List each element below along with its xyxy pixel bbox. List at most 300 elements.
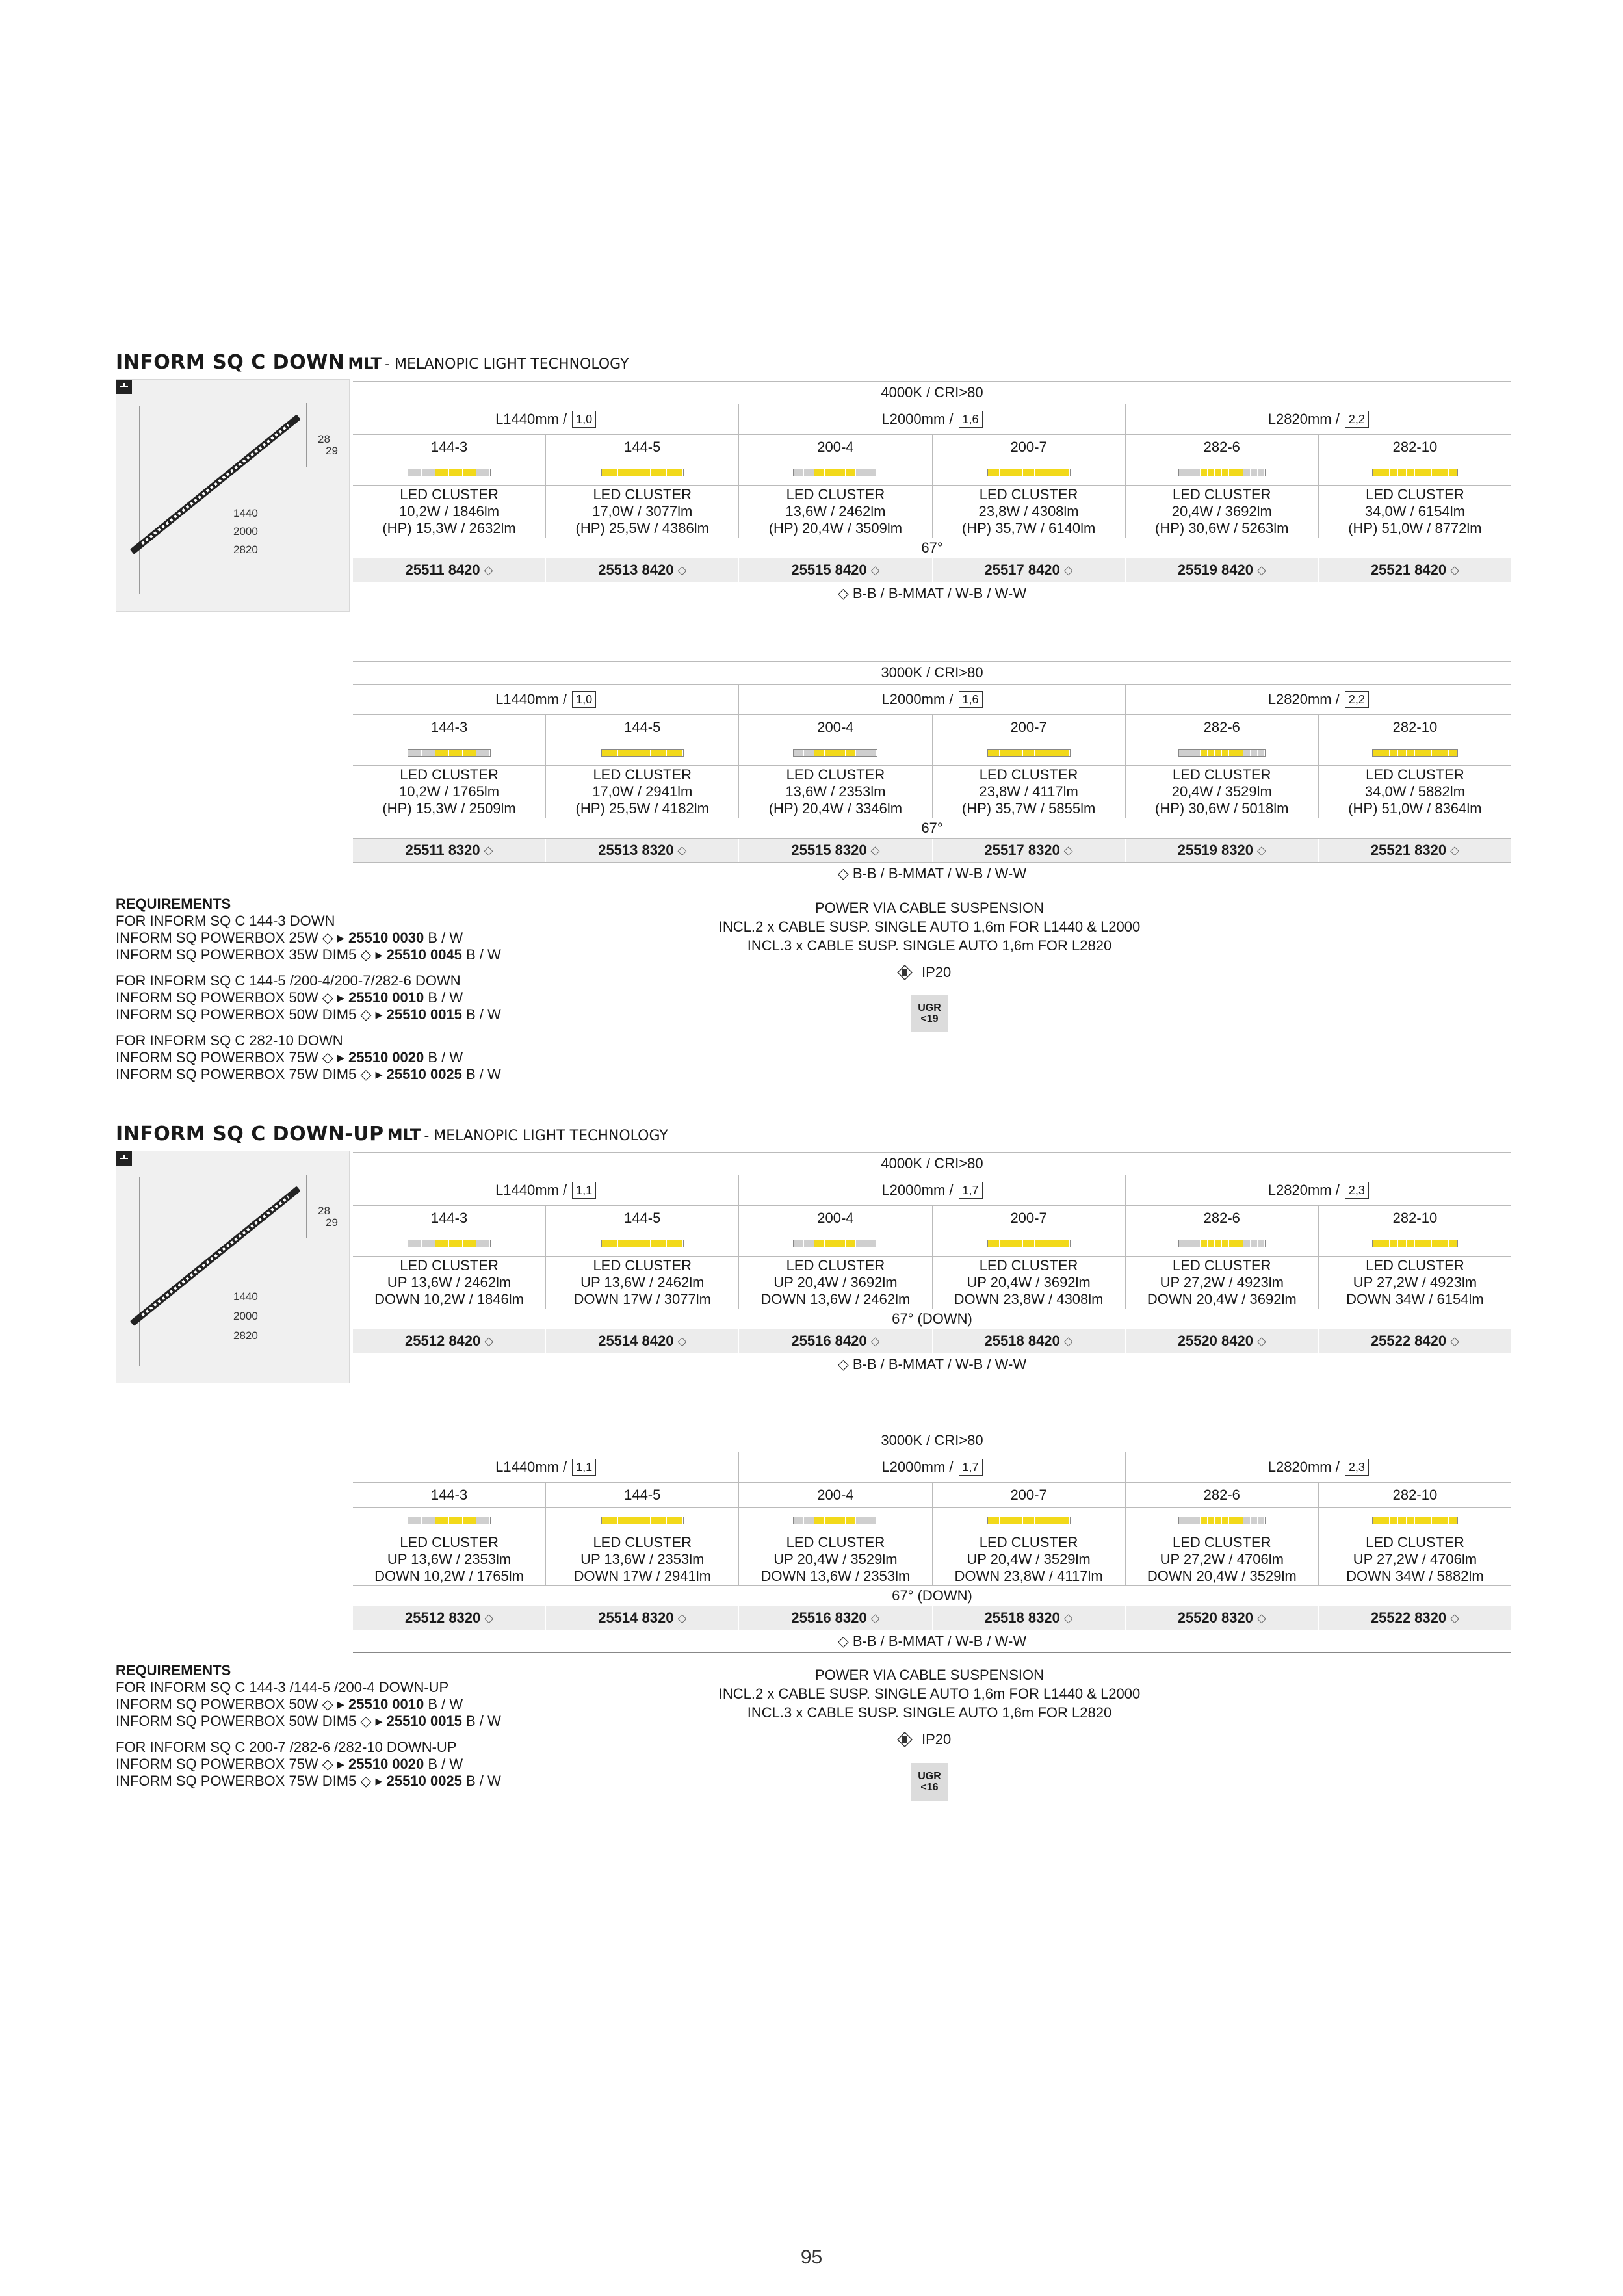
strip-cell (932, 460, 1125, 485)
strips-row (353, 1231, 1511, 1257)
ip-label: IP20 (922, 1731, 952, 1747)
led-segment (1407, 750, 1415, 756)
length-label: L1440mm / (495, 1459, 567, 1475)
led-segment (651, 1240, 667, 1247)
led-segment (1449, 469, 1457, 476)
req-post: B / W (424, 1049, 463, 1065)
ip-icon (897, 1732, 913, 1747)
article-code (1125, 558, 1318, 582)
power-info (624, 898, 1235, 955)
led-segment (1440, 1517, 1449, 1524)
spec-line: DOWN 20,4W / 3692lm (1147, 1291, 1297, 1307)
article-code (353, 1606, 545, 1630)
led-segment (1236, 1240, 1243, 1247)
power-line: POWER VIA CABLE SUSPENSION (814, 1667, 1045, 1683)
diamond-icon: ◇ (1256, 1611, 1266, 1624)
led-segment (1407, 1240, 1415, 1247)
led-segment (1058, 1517, 1070, 1524)
led-segment (1432, 1240, 1440, 1247)
model-cell: 200-4 (738, 1483, 931, 1507)
led-segment (463, 1517, 476, 1524)
codes-row (353, 558, 1511, 582)
req-post: B / W (424, 1696, 463, 1712)
spec-table-3000k (353, 661, 1511, 885)
strips-row (353, 460, 1511, 486)
req-post: B / W (461, 1006, 501, 1023)
lengths-row (353, 685, 1511, 715)
spec-line: 34,0W / 6154lm (1364, 503, 1465, 519)
diamond-icon: ◇ (1063, 843, 1073, 857)
spec-line: LED CLUSTER (1172, 1257, 1271, 1273)
length-label: L2000mm / (881, 691, 954, 707)
spec-cell (738, 1257, 931, 1309)
led-segment (667, 469, 683, 476)
led-segment (1046, 1517, 1058, 1524)
spacer (116, 1023, 501, 1032)
spec-line: 10,2W / 1846lm (399, 503, 500, 519)
strip-cell (932, 1231, 1125, 1256)
led-segment (618, 1240, 634, 1247)
code-text: 25515 8320 (791, 842, 867, 858)
led-segment (1398, 1240, 1407, 1247)
spec-line: LED CLUSTER (593, 1534, 692, 1550)
led-segment (1415, 750, 1423, 756)
led-segment (1222, 750, 1229, 756)
article-code (545, 1606, 738, 1630)
dim-l3: 2820 (233, 543, 258, 556)
spec-line: LED CLUSTER (400, 766, 499, 783)
spec-line: UP 20,4W / 3529lm (773, 1551, 898, 1567)
spec-line: 20,4W / 3529lm (1171, 783, 1272, 800)
spec-cell (353, 1257, 545, 1309)
led-segment (1236, 750, 1243, 756)
spec-cell (1125, 1257, 1318, 1309)
strip-cell (932, 740, 1125, 765)
led-segment (1258, 1517, 1265, 1524)
weight-box: 1,7 (959, 1459, 983, 1476)
led-strip-icon (987, 469, 1071, 476)
model-cell: 282-10 (1318, 435, 1511, 460)
led-segment (1381, 1240, 1390, 1247)
led-segment (1215, 750, 1222, 756)
code-text: 25511 8320 (405, 842, 480, 858)
codes-row (353, 839, 1511, 863)
req-line (116, 946, 501, 963)
req-post: B / W (461, 946, 501, 963)
led-segment (651, 1517, 667, 1524)
led-segment (476, 1517, 490, 1524)
length-cell (353, 404, 738, 434)
beam-angle: 67° (DOWN) (353, 1585, 1511, 1606)
led-segment (825, 1517, 835, 1524)
led-segment (846, 469, 856, 476)
req-code: 25510 0045 (386, 946, 462, 963)
led-segment (1251, 750, 1258, 756)
code-text: 25518 8420 (984, 1333, 1060, 1349)
led-segment (1193, 1517, 1201, 1524)
diamond-icon: ◇ (870, 1334, 880, 1348)
req-post: B / W (424, 930, 463, 946)
model-cell: 200-7 (932, 435, 1125, 460)
req-line (116, 1773, 501, 1790)
spec-cell (932, 1533, 1125, 1585)
led-segment (814, 1517, 825, 1524)
power-line: POWER VIA CABLE SUSPENSION (814, 900, 1045, 916)
spec-cell (932, 766, 1125, 818)
led-segment (1423, 1517, 1432, 1524)
length-label: L2820mm / (1267, 411, 1340, 427)
strip-cell (1318, 460, 1511, 485)
led-strip-icon (987, 1240, 1071, 1247)
led-segment (1229, 469, 1236, 476)
weight-box: 1,0 (572, 411, 596, 428)
code-text: 25522 8320 (1370, 1610, 1447, 1626)
code-text: 25517 8420 (984, 562, 1060, 578)
models-row (353, 1483, 1511, 1508)
led-strip-icon (1372, 749, 1458, 757)
diamond-icon: ◇ (677, 843, 687, 857)
dim-l2: 2000 (233, 525, 258, 538)
section-title (116, 351, 629, 374)
article-code (1125, 1329, 1318, 1353)
req-pre: INFORM SQ POWERBOX 75W ◇ ▸ (116, 1049, 348, 1065)
spec-cell (738, 766, 931, 818)
led-segment (1251, 1517, 1258, 1524)
diamond-icon: ◇ (1063, 563, 1073, 577)
strip-cell (1125, 1231, 1318, 1256)
spec-line: LED CLUSTER (786, 1257, 885, 1273)
code-text: 25514 8420 (598, 1333, 674, 1349)
model-cell: 282-6 (1125, 1483, 1318, 1507)
led-segment (794, 1517, 804, 1524)
led-segment (1415, 1240, 1423, 1247)
diamond-icon: ◇ (484, 563, 493, 577)
led-segment (1201, 1517, 1208, 1524)
weight-box: 1,0 (572, 691, 596, 708)
led-strip-icon (1372, 1240, 1458, 1247)
diamond-icon: ◇ (1450, 563, 1459, 577)
model-cell: 200-4 (738, 715, 931, 740)
code-text: 25519 8420 (1177, 562, 1253, 578)
weight-box: 1,1 (572, 1182, 596, 1199)
product-image (116, 1151, 350, 1383)
led-segment (1058, 1240, 1070, 1247)
led-segment (794, 1240, 804, 1247)
model-cell: 144-3 (430, 439, 468, 455)
led-segment (1243, 1240, 1251, 1247)
led-strip-icon (987, 1517, 1071, 1524)
led-segment (1179, 1240, 1186, 1247)
spec-line: UP 13,6W / 2462lm (580, 1274, 705, 1290)
led-segment (1046, 750, 1058, 756)
led-segment (1208, 1240, 1215, 1247)
led-segment (1381, 1517, 1390, 1524)
code-text: 25514 8320 (598, 1610, 674, 1626)
req-pre: INFORM SQ POWERBOX 75W ◇ ▸ (116, 1756, 348, 1772)
code-text: 25519 8320 (1177, 842, 1253, 858)
spec-cell (1125, 1533, 1318, 1585)
led-segment (463, 750, 476, 756)
spec-line: LED CLUSTER (1172, 486, 1271, 502)
led-segment (634, 750, 651, 756)
requirements-title: REQUIREMENTS (116, 896, 231, 912)
spec-line: UP 27,2W / 4706lm (1353, 1551, 1477, 1567)
req-heading: FOR INFORM SQ C 144-5 /200-4/200-7/282-6 DOWN (116, 972, 461, 989)
article-code (1318, 1329, 1511, 1353)
spec-cell (1125, 486, 1318, 538)
article-code (738, 558, 931, 582)
led-segment (1186, 1240, 1193, 1247)
led-segment (988, 1240, 1000, 1247)
spec-line: LED CLUSTER (786, 1534, 885, 1550)
spec-line: LED CLUSTER (593, 766, 692, 783)
led-segment (1000, 469, 1011, 476)
spec-line: DOWN 34W / 6154lm (1346, 1291, 1484, 1307)
length-cell (1125, 685, 1511, 714)
article-code (545, 1329, 738, 1353)
article-code (1125, 839, 1318, 862)
spec-line: 13,6W / 2353lm (785, 783, 886, 800)
req-pre: INFORM SQ POWERBOX 35W DIM5 ◇ ▸ (116, 946, 387, 963)
mlt-label: MLT (348, 354, 382, 372)
dim-a: 28 (318, 433, 330, 445)
req-code: 25510 0010 (348, 989, 424, 1006)
led-segment (804, 1240, 814, 1247)
article-code (1318, 558, 1511, 582)
spec-line: LED CLUSTER (1172, 1534, 1271, 1550)
spec-line: (HP) 20,4W / 3346lm (768, 800, 903, 816)
led-segment (1381, 469, 1390, 476)
led-segment (814, 1240, 825, 1247)
led-segment (618, 1517, 634, 1524)
led-segment (1035, 469, 1046, 476)
specs-row (353, 766, 1511, 818)
req-heading: FOR INFORM SQ C 282-10 DOWN (116, 1032, 343, 1049)
spec-line: LED CLUSTER (979, 766, 1078, 783)
strip-cell (1125, 460, 1318, 485)
length-label: L2000mm / (881, 1182, 954, 1198)
requirements (116, 896, 501, 1083)
led-segment (1432, 469, 1440, 476)
article-code (738, 839, 931, 862)
led-segment (846, 750, 856, 756)
model-cell: 144-3 (430, 719, 468, 735)
led-segment (1407, 469, 1415, 476)
models-row (353, 435, 1511, 460)
led-segment (1011, 469, 1023, 476)
length-cell (738, 1452, 1124, 1482)
strip-cell (353, 740, 545, 765)
article-code (545, 839, 738, 862)
led-segment (1229, 750, 1236, 756)
strips-row (353, 1508, 1511, 1533)
req-pre: INFORM SQ POWERBOX 75W DIM5 ◇ ▸ (116, 1066, 387, 1082)
model-cell: 144-3 (430, 1210, 468, 1226)
diamond-icon: ◇ (484, 1334, 494, 1348)
led-strip-icon (793, 469, 877, 476)
length-label: L2820mm / (1267, 1459, 1340, 1475)
finish-options: ◇ B-B / B-MMAT / W-B / W-W (353, 863, 1511, 885)
spec-cell (545, 1257, 738, 1309)
spec-line: LED CLUSTER (593, 486, 692, 502)
led-segment (988, 1517, 1000, 1524)
led-segment (1193, 1240, 1201, 1247)
led-segment (422, 1240, 435, 1247)
spec-line: DOWN 13,6W / 2462lm (760, 1291, 911, 1307)
article-code (932, 558, 1125, 582)
req-line (116, 1006, 501, 1023)
article-code (1318, 839, 1511, 862)
dim-l2: 2000 (233, 1310, 258, 1322)
led-segment (1449, 750, 1457, 756)
req-post: B / W (461, 1066, 501, 1082)
led-segment (1423, 469, 1432, 476)
length-label: L2000mm / (881, 411, 954, 427)
led-segment (856, 469, 866, 476)
code-text: 25520 8320 (1177, 1610, 1253, 1626)
led-segment (435, 1240, 449, 1247)
led-segment (422, 750, 435, 756)
req-pre: INFORM SQ POWERBOX 50W DIM5 ◇ ▸ (116, 1713, 387, 1729)
led-segment (835, 750, 846, 756)
led-segment (1215, 469, 1222, 476)
led-segment (1415, 1517, 1423, 1524)
led-segment (825, 750, 835, 756)
spacer (116, 1730, 501, 1739)
led-segment (634, 1240, 651, 1247)
models-row (353, 1206, 1511, 1231)
spec-line: LED CLUSTER (1366, 1257, 1464, 1273)
pendant-icon (116, 1151, 132, 1166)
req-line (116, 1713, 501, 1730)
led-segment (435, 1517, 449, 1524)
led-segment (602, 1517, 618, 1524)
led-strip-icon (1178, 1517, 1266, 1524)
led-segment (618, 750, 634, 756)
strip-cell (353, 1231, 545, 1256)
weight-box: 1,6 (959, 691, 983, 708)
length-cell (1125, 1452, 1511, 1482)
spec-cell (1318, 766, 1511, 818)
ugr-badge: UGR <19 (911, 995, 948, 1032)
spec-line: (HP) 25,5W / 4182lm (575, 800, 709, 816)
dim-b: 29 (326, 445, 338, 457)
spec-cell (545, 766, 738, 818)
diamond-icon: ◇ (1450, 1611, 1459, 1624)
led-segment (476, 469, 490, 476)
led-segment (1035, 750, 1046, 756)
led-strip-icon (1178, 469, 1266, 476)
spec-table-4000k (353, 381, 1511, 605)
power-info (624, 1665, 1235, 1722)
led-segment (794, 750, 804, 756)
led-segment (408, 1240, 422, 1247)
requirements-title: REQUIREMENTS (116, 1662, 231, 1678)
spec-line: (HP) 51,0W / 8772lm (1348, 520, 1482, 536)
spec-line: LED CLUSTER (979, 486, 1078, 502)
section-title (116, 1123, 668, 1145)
req-heading: FOR INFORM SQ C 200-7 /282-6 /282-10 DOWN-UP (116, 1739, 457, 1755)
led-segment (804, 1517, 814, 1524)
article-code (738, 1606, 931, 1630)
length-label: L2820mm / (1267, 1182, 1340, 1198)
article-code (932, 839, 1125, 862)
length-label: L1440mm / (495, 411, 567, 427)
spec-line: UP 13,6W / 2353lm (580, 1551, 705, 1567)
finish-options: ◇ B-B / B-MMAT / W-B / W-W (353, 1630, 1511, 1653)
strip-cell (1318, 1231, 1511, 1256)
spec-line: UP 20,4W / 3692lm (967, 1274, 1091, 1290)
model-cell: 282-6 (1125, 715, 1318, 740)
length-cell (738, 1175, 1124, 1205)
led-segment (866, 1517, 877, 1524)
spec-cell (738, 486, 931, 538)
led-segment (1440, 1240, 1449, 1247)
led-segment (835, 469, 846, 476)
led-segment (1046, 469, 1058, 476)
led-strip-icon (408, 1517, 491, 1524)
power-line: INCL.2 x CABLE SUSP. SINGLE AUTO 1,6m FOR L1440 & L2000 (718, 919, 1141, 935)
led-segment (825, 469, 835, 476)
led-segment (1208, 750, 1215, 756)
led-strip-icon (1372, 469, 1458, 476)
led-segment (846, 1517, 856, 1524)
spec-line: (HP) 30,6W / 5263lm (1155, 520, 1289, 536)
strips-row (353, 740, 1511, 766)
led-segment (1243, 1517, 1251, 1524)
led-segment (1193, 469, 1201, 476)
spec-cell (738, 1533, 931, 1585)
led-strip-icon (408, 1240, 491, 1247)
weight-box: 1,7 (959, 1182, 983, 1199)
led-segment (1432, 750, 1440, 756)
req-code: 25510 0015 (386, 1713, 462, 1729)
cct-header: 3000K / CRI>80 (353, 1429, 1511, 1452)
spec-line: DOWN 10,2W / 1765lm (374, 1568, 524, 1584)
req-code: 25510 0020 (348, 1049, 424, 1065)
spec-cell (353, 486, 545, 538)
article-code (1125, 1606, 1318, 1630)
led-segment (1373, 750, 1381, 756)
article-code (353, 558, 545, 582)
led-segment (1236, 1517, 1243, 1524)
led-strip-icon (793, 1517, 877, 1524)
diamond-icon: ◇ (677, 563, 687, 577)
spec-line: DOWN 23,8W / 4117lm (954, 1568, 1103, 1584)
pendant-icon (116, 380, 132, 394)
page-number: 95 (800, 2247, 823, 2268)
spec-line: DOWN 23,8W / 4308lm (954, 1291, 1104, 1307)
product-subtitle: - MELANOPIC LIGHT TECHNOLOGY (424, 1128, 668, 1144)
code-text: 25517 8320 (984, 842, 1060, 858)
code-text: 25512 8320 (405, 1610, 481, 1626)
led-segment (1179, 1517, 1186, 1524)
length-cell (353, 1175, 738, 1205)
spec-line: DOWN 20,4W / 3529lm (1147, 1568, 1297, 1584)
led-segment (814, 750, 825, 756)
code-text: 25520 8420 (1177, 1333, 1253, 1349)
strip-cell (738, 740, 931, 765)
req-code: 25510 0015 (386, 1006, 462, 1023)
req-line (116, 1756, 501, 1773)
led-segment (651, 469, 667, 476)
code-text: 25515 8420 (791, 562, 867, 578)
strip-cell (545, 460, 738, 485)
led-segment (1243, 750, 1251, 756)
spec-cell (1125, 766, 1318, 818)
spec-line: LED CLUSTER (786, 766, 885, 783)
req-post: B / W (424, 1756, 463, 1772)
